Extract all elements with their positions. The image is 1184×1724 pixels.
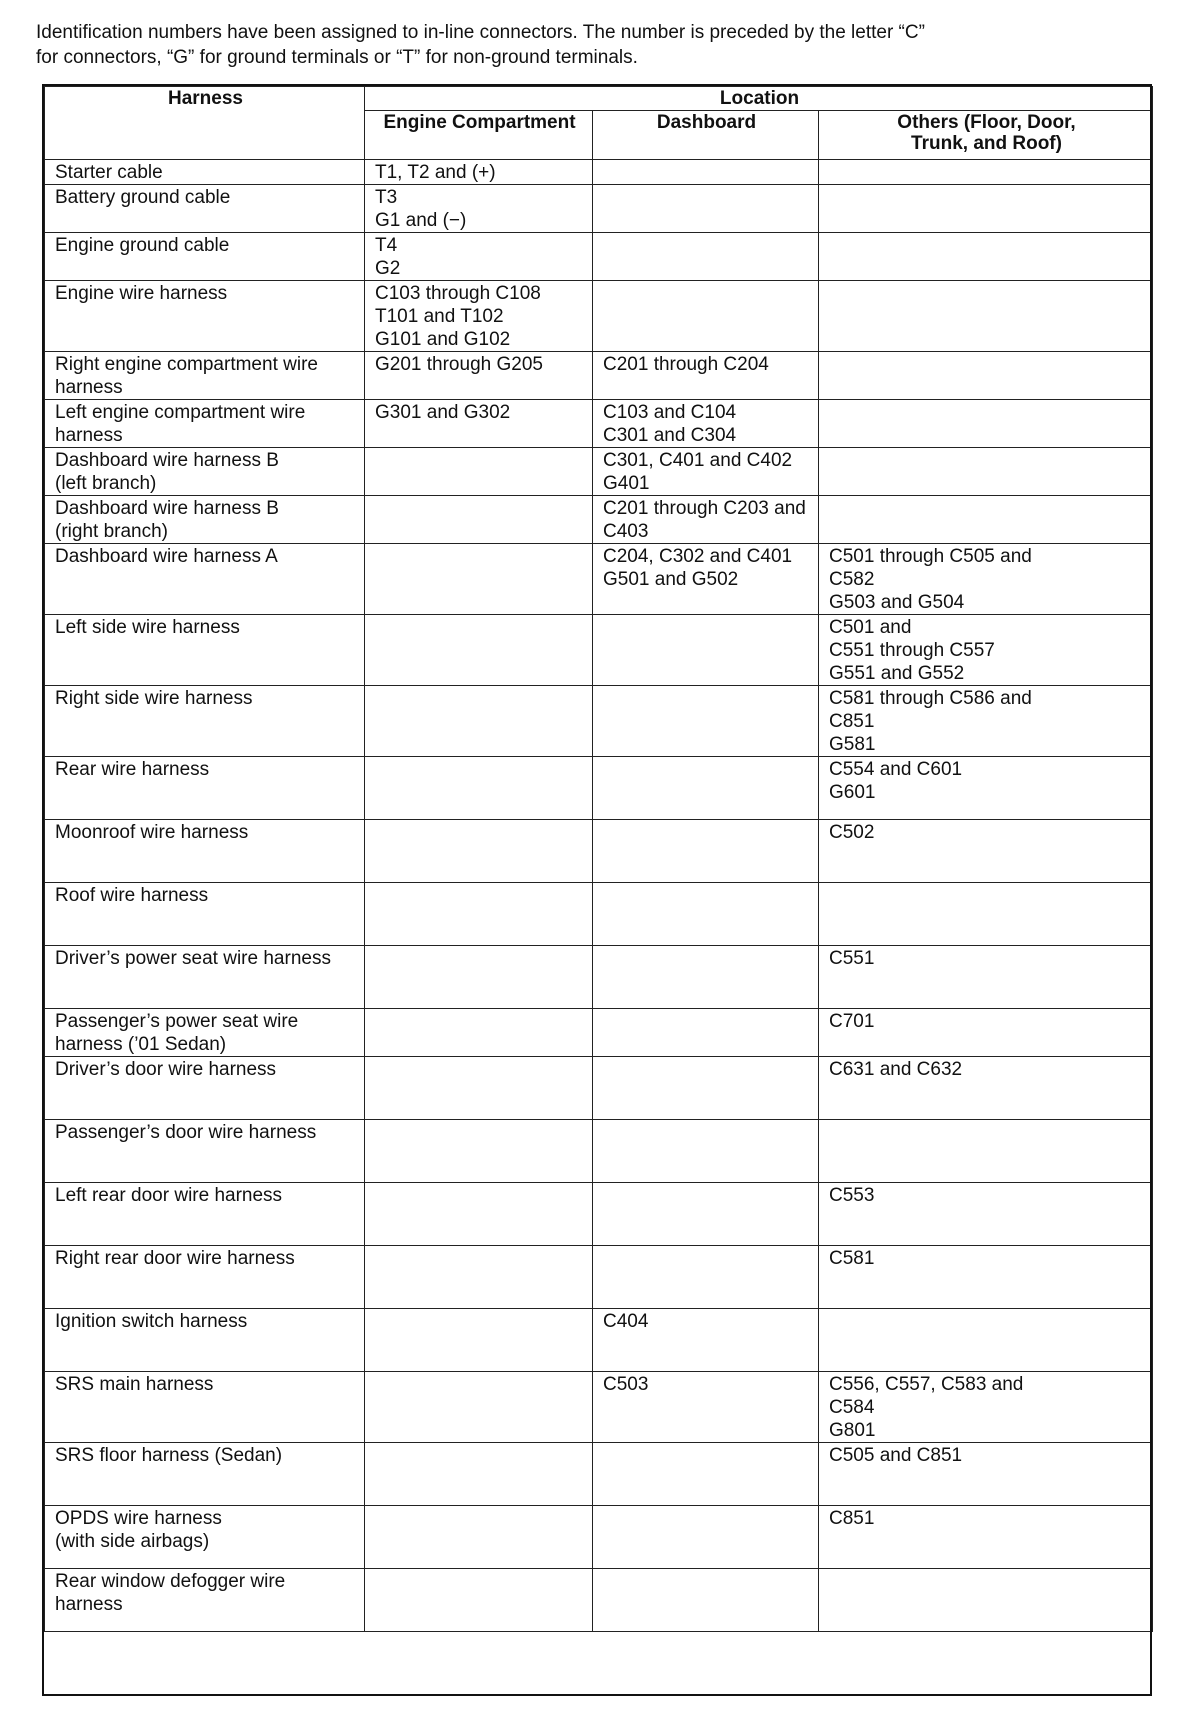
engine-compartment-cell bbox=[365, 448, 593, 496]
dashboard-cell-line: C301 and C304 bbox=[603, 425, 737, 446]
table-row bbox=[45, 448, 1153, 496]
engine-compartment-cell bbox=[365, 1443, 593, 1506]
table-row bbox=[45, 820, 1153, 883]
harness-cell-line: SRS floor harness (Sedan) bbox=[55, 1445, 283, 1466]
others-cell bbox=[819, 160, 1153, 185]
header-others-line-1: Others (Floor, Door, bbox=[897, 112, 1076, 133]
engine-compartment-cell-line: T101 and T102 bbox=[375, 306, 504, 327]
others-cell bbox=[819, 544, 1153, 615]
engine-compartment-cell bbox=[365, 400, 593, 448]
others-cell bbox=[819, 883, 1153, 946]
dashboard-cell bbox=[593, 1120, 819, 1183]
harness-cell-line: Starter cable bbox=[55, 162, 163, 183]
harness-cell-line: Passenger’s power seat wire bbox=[55, 1011, 299, 1032]
engine-compartment-cell-line: C103 through C108 bbox=[375, 283, 541, 304]
others-cell bbox=[819, 400, 1153, 448]
dashboard-cell bbox=[593, 281, 819, 352]
table-body bbox=[45, 160, 1153, 1632]
dashboard-cell-line: C103 and C104 bbox=[603, 402, 737, 423]
table-row bbox=[45, 352, 1153, 400]
header-others-line-2: Trunk, and Roof) bbox=[911, 133, 1062, 154]
harness-cell-line: harness bbox=[55, 1594, 123, 1615]
dashboard-cell-line: C201 through C203 and bbox=[603, 498, 806, 519]
others-cell-line: C554 and C601 bbox=[829, 759, 963, 780]
harness-cell-line: Battery ground cable bbox=[55, 187, 231, 208]
dashboard-cell bbox=[593, 1057, 819, 1120]
harness-cell-line: Passenger’s door wire harness bbox=[55, 1122, 317, 1143]
others-cell bbox=[819, 1057, 1153, 1120]
engine-compartment-cell bbox=[365, 686, 593, 757]
engine-compartment-cell bbox=[365, 883, 593, 946]
others-cell-line: C851 bbox=[829, 711, 875, 732]
others-cell bbox=[819, 1506, 1153, 1569]
harness-cell-line: Dashboard wire harness A bbox=[55, 546, 278, 567]
dashboard-cell bbox=[593, 352, 819, 400]
others-cell-line: C584 bbox=[829, 1397, 875, 1418]
engine-compartment-cell bbox=[365, 1009, 593, 1057]
engine-compartment-cell bbox=[365, 946, 593, 1009]
connector-location-table bbox=[44, 86, 1153, 1632]
harness-cell-line: SRS main harness bbox=[55, 1374, 214, 1395]
dashboard-cell-line: C403 bbox=[603, 521, 649, 542]
engine-compartment-cell bbox=[365, 1246, 593, 1309]
harness-cell bbox=[45, 1569, 365, 1632]
dashboard-cell-line: C404 bbox=[603, 1311, 649, 1332]
engine-compartment-cell bbox=[365, 352, 593, 400]
dashboard-cell bbox=[593, 1246, 819, 1309]
others-cell-line: C551 through C557 bbox=[829, 640, 995, 661]
harness-cell-line: (right branch) bbox=[55, 521, 168, 542]
engine-compartment-cell-line: G2 bbox=[375, 258, 401, 279]
others-cell-line: C556, C557, C583 and bbox=[829, 1374, 1024, 1395]
harness-cell bbox=[45, 1057, 365, 1120]
others-cell bbox=[819, 233, 1153, 281]
engine-compartment-cell-line: G301 and G302 bbox=[375, 402, 511, 423]
intro-line-1: Identification numbers have been assigned to in-line connectors. The number is preceded by the letter “C” bbox=[36, 22, 925, 43]
others-cell-line: C505 and C851 bbox=[829, 1445, 963, 1466]
table-row bbox=[45, 1009, 1153, 1057]
harness-cell bbox=[45, 1506, 365, 1569]
harness-cell-line: (left branch) bbox=[55, 473, 157, 494]
dashboard-cell-line: G501 and G502 bbox=[603, 569, 739, 590]
engine-compartment-cell bbox=[365, 160, 593, 185]
harness-cell-line: Rear window defogger wire bbox=[55, 1571, 286, 1592]
harness-cell bbox=[45, 1183, 365, 1246]
table-row bbox=[45, 883, 1153, 946]
table-row bbox=[45, 1443, 1153, 1506]
engine-compartment-cell bbox=[365, 233, 593, 281]
harness-cell bbox=[45, 757, 365, 820]
dashboard-cell-line: C301, C401 and C402 bbox=[603, 450, 793, 471]
others-cell bbox=[819, 1309, 1153, 1372]
others-cell bbox=[819, 615, 1153, 686]
table-row bbox=[45, 1506, 1153, 1569]
table-row bbox=[45, 233, 1153, 281]
harness-cell-line: (with side airbags) bbox=[55, 1531, 210, 1552]
engine-compartment-cell-line: G101 and G102 bbox=[375, 329, 511, 350]
harness-cell bbox=[45, 1309, 365, 1372]
engine-compartment-cell bbox=[365, 496, 593, 544]
harness-cell-line: Moonroof wire harness bbox=[55, 822, 249, 843]
table-row bbox=[45, 160, 1153, 185]
others-cell-line: C581 bbox=[829, 1248, 875, 1269]
dashboard-cell bbox=[593, 448, 819, 496]
table-row bbox=[45, 400, 1153, 448]
harness-cell-line: Left engine compartment wire bbox=[55, 402, 306, 423]
harness-cell bbox=[45, 496, 365, 544]
dashboard-cell bbox=[593, 1309, 819, 1372]
harness-cell-line: Right rear door wire harness bbox=[55, 1248, 295, 1269]
table-row bbox=[45, 496, 1153, 544]
others-cell bbox=[819, 757, 1153, 820]
engine-compartment-cell bbox=[365, 1183, 593, 1246]
others-cell bbox=[819, 1372, 1153, 1443]
harness-cell-line: Ignition switch harness bbox=[55, 1311, 248, 1332]
others-cell-line: C501 through C505 and bbox=[829, 546, 1032, 567]
others-cell-line: G801 bbox=[829, 1420, 876, 1441]
intro-text bbox=[36, 20, 1156, 70]
others-cell-line: G601 bbox=[829, 782, 876, 803]
harness-cell bbox=[45, 448, 365, 496]
others-cell bbox=[819, 1569, 1153, 1632]
dashboard-cell-line: C503 bbox=[603, 1374, 649, 1395]
harness-cell bbox=[45, 946, 365, 1009]
dashboard-cell bbox=[593, 1009, 819, 1057]
dashboard-cell bbox=[593, 615, 819, 686]
engine-compartment-cell-line: T3 bbox=[375, 187, 398, 208]
table-row bbox=[45, 1057, 1153, 1120]
dashboard-cell bbox=[593, 686, 819, 757]
others-cell-line: G551 and G552 bbox=[829, 663, 965, 684]
harness-cell-line: Driver’s power seat wire harness bbox=[55, 948, 331, 969]
harness-cell bbox=[45, 544, 365, 615]
dashboard-cell bbox=[593, 233, 819, 281]
others-cell bbox=[819, 820, 1153, 883]
dashboard-cell bbox=[593, 820, 819, 883]
others-cell-line: G581 bbox=[829, 734, 876, 755]
engine-compartment-cell bbox=[365, 757, 593, 820]
others-cell-line: C701 bbox=[829, 1011, 875, 1032]
others-cell-line: C582 bbox=[829, 569, 875, 590]
engine-compartment-cell-line: T1, T2 and (+) bbox=[375, 162, 496, 183]
engine-compartment-cell bbox=[365, 820, 593, 883]
harness-cell bbox=[45, 1443, 365, 1506]
harness-cell-line: Right engine compartment wire bbox=[55, 354, 318, 375]
dashboard-cell-line: G401 bbox=[603, 473, 650, 494]
harness-cell-line: Dashboard wire harness B bbox=[55, 498, 279, 519]
others-cell-line: C553 bbox=[829, 1185, 875, 1206]
harness-cell-line: Rear wire harness bbox=[55, 759, 210, 780]
harness-cell bbox=[45, 185, 365, 233]
dashboard-cell-line: C201 through C204 bbox=[603, 354, 769, 375]
others-cell bbox=[819, 1443, 1153, 1506]
table-row bbox=[45, 1183, 1153, 1246]
harness-cell bbox=[45, 1246, 365, 1309]
table-row bbox=[45, 615, 1153, 686]
table-row bbox=[45, 544, 1153, 615]
engine-compartment-cell bbox=[365, 1372, 593, 1443]
harness-cell bbox=[45, 1009, 365, 1057]
harness-cell bbox=[45, 281, 365, 352]
table-header-row bbox=[45, 87, 1153, 111]
others-cell bbox=[819, 686, 1153, 757]
others-cell bbox=[819, 1246, 1153, 1309]
dashboard-cell bbox=[593, 757, 819, 820]
harness-cell-line: harness bbox=[55, 377, 123, 398]
dashboard-cell bbox=[593, 160, 819, 185]
harness-cell-line: Driver’s door wire harness bbox=[55, 1059, 277, 1080]
harness-cell-line: OPDS wire harness bbox=[55, 1508, 222, 1529]
header-harness: Harness bbox=[45, 87, 365, 160]
others-cell bbox=[819, 1120, 1153, 1183]
dashboard-cell bbox=[593, 496, 819, 544]
harness-cell-line: Left side wire harness bbox=[55, 617, 240, 638]
others-cell bbox=[819, 448, 1153, 496]
others-cell bbox=[819, 1009, 1153, 1057]
dashboard-cell bbox=[593, 1443, 819, 1506]
others-cell-line: C551 bbox=[829, 948, 875, 969]
engine-compartment-cell bbox=[365, 185, 593, 233]
others-cell-line: C501 and bbox=[829, 617, 912, 638]
harness-cell-line: Right side wire harness bbox=[55, 688, 253, 709]
others-cell bbox=[819, 185, 1153, 233]
dashboard-cell bbox=[593, 1506, 819, 1569]
engine-compartment-cell bbox=[365, 1506, 593, 1569]
table-row bbox=[45, 1372, 1153, 1443]
harness-cell-line: Dashboard wire harness B bbox=[55, 450, 279, 471]
harness-cell bbox=[45, 1120, 365, 1183]
intro-line-2: for connectors, “G” for ground terminals or “T” for non-ground terminals. bbox=[36, 47, 638, 68]
others-cell-line: C631 and C632 bbox=[829, 1059, 963, 1080]
dashboard-cell bbox=[593, 544, 819, 615]
others-cell-line: C581 through C586 and bbox=[829, 688, 1032, 709]
harness-cell bbox=[45, 160, 365, 185]
harness-cell bbox=[45, 1372, 365, 1443]
dashboard-cell-line: C204, C302 and C401 bbox=[603, 546, 793, 567]
harness-cell bbox=[45, 615, 365, 686]
dashboard-cell bbox=[593, 946, 819, 1009]
others-cell-line: C851 bbox=[829, 1508, 875, 1529]
harness-cell bbox=[45, 352, 365, 400]
harness-cell bbox=[45, 686, 365, 757]
harness-cell-line: harness bbox=[55, 425, 123, 446]
engine-compartment-cell bbox=[365, 544, 593, 615]
harness-cell-line: harness (’01 Sedan) bbox=[55, 1034, 227, 1055]
table-row bbox=[45, 1309, 1153, 1372]
harness-cell bbox=[45, 400, 365, 448]
table-row bbox=[45, 1120, 1153, 1183]
dashboard-cell bbox=[593, 1183, 819, 1246]
engine-compartment-cell bbox=[365, 281, 593, 352]
others-cell bbox=[819, 1183, 1153, 1246]
others-cell-line: G503 and G504 bbox=[829, 592, 965, 613]
engine-compartment-cell-line: G201 through G205 bbox=[375, 354, 543, 375]
harness-cell bbox=[45, 820, 365, 883]
header-others bbox=[819, 111, 1153, 160]
engine-compartment-cell-line: T4 bbox=[375, 235, 398, 256]
table-row bbox=[45, 1569, 1153, 1632]
table-row bbox=[45, 1246, 1153, 1309]
harness-cell bbox=[45, 233, 365, 281]
others-cell bbox=[819, 281, 1153, 352]
harness-cell-line: Engine wire harness bbox=[55, 283, 228, 304]
table-row bbox=[45, 281, 1153, 352]
harness-cell-line: Engine ground cable bbox=[55, 235, 230, 256]
table-row bbox=[45, 757, 1153, 820]
others-cell bbox=[819, 352, 1153, 400]
engine-compartment-cell bbox=[365, 1057, 593, 1120]
engine-compartment-cell bbox=[365, 1120, 593, 1183]
dashboard-cell bbox=[593, 1569, 819, 1632]
harness-cell bbox=[45, 883, 365, 946]
others-cell-line: C502 bbox=[829, 822, 875, 843]
dashboard-cell bbox=[593, 400, 819, 448]
harness-cell-line: Roof wire harness bbox=[55, 885, 209, 906]
dashboard-cell bbox=[593, 1372, 819, 1443]
engine-compartment-cell bbox=[365, 1569, 593, 1632]
engine-compartment-cell-line: G1 and (−) bbox=[375, 210, 467, 231]
header-location: Location bbox=[365, 87, 1153, 111]
table-row bbox=[45, 946, 1153, 1009]
others-cell bbox=[819, 946, 1153, 1009]
header-engine-compartment: Engine Compartment bbox=[365, 111, 593, 160]
table-row bbox=[45, 185, 1153, 233]
dashboard-cell bbox=[593, 883, 819, 946]
header-dashboard: Dashboard bbox=[593, 111, 819, 160]
engine-compartment-cell bbox=[365, 615, 593, 686]
others-cell bbox=[819, 496, 1153, 544]
table-row bbox=[45, 686, 1153, 757]
dashboard-cell bbox=[593, 185, 819, 233]
harness-cell-line: Left rear door wire harness bbox=[55, 1185, 283, 1206]
engine-compartment-cell bbox=[365, 1309, 593, 1372]
